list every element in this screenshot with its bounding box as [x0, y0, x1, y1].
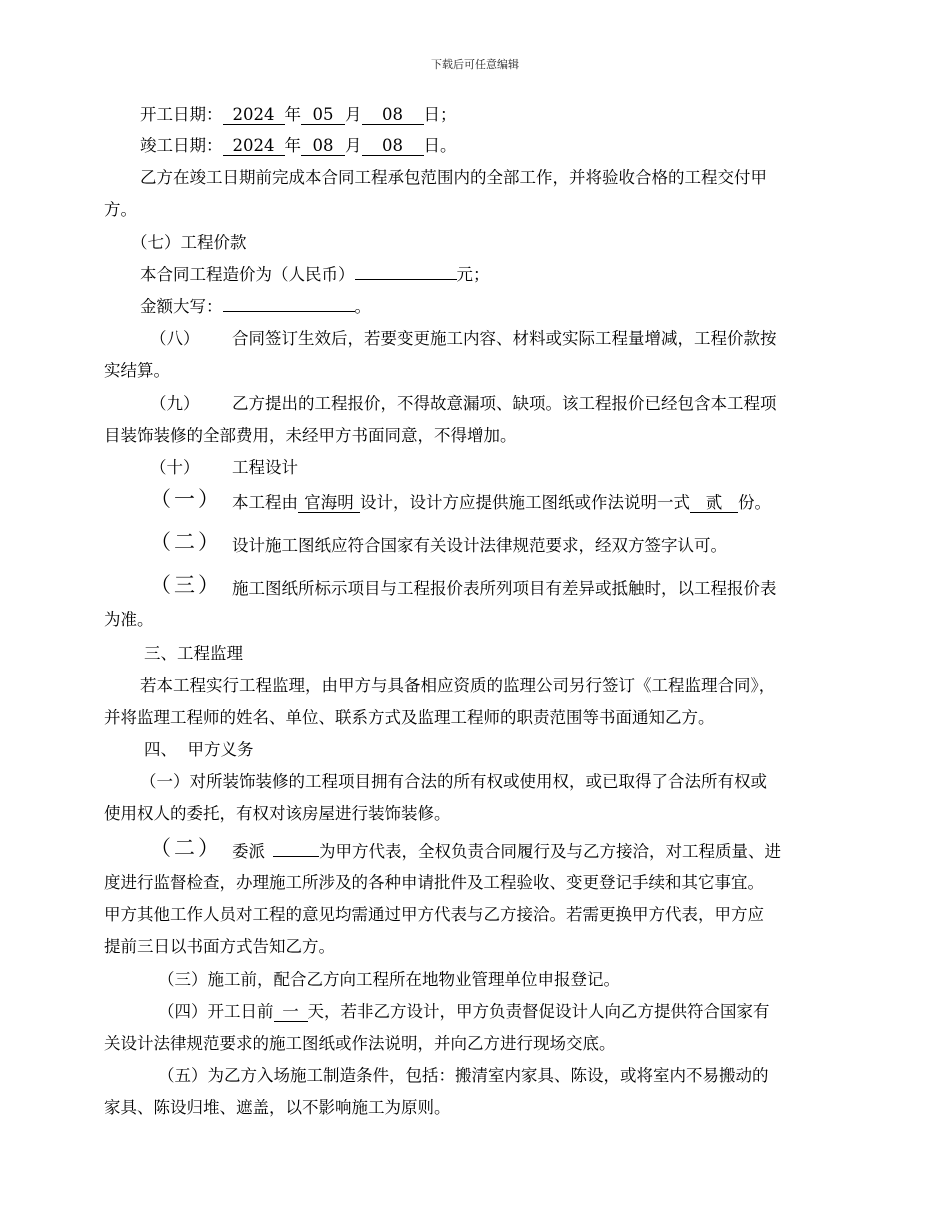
capital-label: 金额大写： — [140, 297, 223, 316]
item9-text-2: 目装饰装修的全部费用，未经甲方书面同意，不得增加。 — [104, 426, 517, 445]
price-section-title: （七）工程价款 — [131, 233, 247, 252]
design1-mid: 设计，设计方应提供施工图纸或作法说明一式 — [360, 493, 690, 512]
end-date-line — [140, 135, 457, 157]
end-date-label: 竣工日期： — [140, 136, 223, 155]
start-month: 05 — [301, 106, 345, 125]
item8-num: （八） — [150, 329, 200, 348]
supervision-title: 三、工程监理 — [144, 644, 243, 663]
duty2-text-2: 度进行监督检查，办理施工所涉及的各种申请批件及工程验收、变更登记手续和其它事宜。 — [104, 873, 764, 892]
item9-text-1: 乙方提出的工程报价，不得故意漏项、缺项。该工程报价已经包含本工程项 — [232, 394, 777, 413]
page-header: 下载后可任意编辑 — [431, 58, 519, 71]
item9-num: （九） — [150, 394, 200, 413]
design2-text: 设计施工图纸应符合国家有关设计法律规范要求，经双方签字认可。 — [232, 536, 727, 555]
duty4-pre: （四）开工日前 — [158, 1002, 274, 1021]
designer-name: 官海明 — [298, 494, 360, 513]
year-char: 年 — [284, 136, 301, 155]
design2-num: （二） — [150, 530, 222, 554]
design1-end: 份。 — [738, 493, 771, 512]
duty1-text-2: 使用权人的委托，有权对该房屋进行装饰装修。 — [104, 804, 451, 823]
duty2-line-1 — [232, 841, 781, 863]
design3-text-2: 为准。 — [104, 610, 154, 629]
cost-blank — [355, 279, 457, 280]
duty4-rest: 天，若非乙方设计，甲方负责督促设计人向乙方提供符合国家有 — [307, 1002, 770, 1021]
delivery-text-1: 乙方在竣工日期前完成本合同工程承包范围内的全部工作，并将验收合格的工程交付甲 — [140, 168, 767, 187]
design3-text-1: 施工图纸所标示项目与工程报价表所列项目有差异或抵触时，以工程报价表 — [232, 579, 777, 598]
design3-num: （三） — [150, 573, 222, 597]
duty5-text-1: （五）为乙方入场施工制造条件，包括：搬清室内家具、陈设，或将室内不易搬动的 — [158, 1066, 769, 1085]
start-date-label: 开工日期： — [140, 105, 223, 124]
capital-blank — [223, 311, 355, 312]
item8-text-2: 实结算。 — [104, 361, 170, 380]
design1-copies: 贰 — [690, 494, 738, 513]
start-day: 08 — [362, 106, 424, 125]
year-char: 年 — [284, 105, 301, 124]
cost-unit: 元； — [456, 265, 490, 284]
item10-title: 工程设计 — [232, 458, 298, 477]
capital-end: 。 — [354, 297, 371, 316]
design1-line — [232, 492, 771, 514]
month-char: 月 — [345, 136, 362, 155]
duty2-pre: 委派 — [232, 842, 265, 861]
cost-line — [140, 264, 490, 286]
item10-num: （十） — [150, 458, 200, 477]
item8-text-1: 合同签订生效后，若要变更施工内容、材料或实际工程量增减，工程价款按 — [232, 329, 777, 348]
supervision-text-1: 若本工程实行工程监理，由甲方与具备相应资质的监理公司另行签订《工程监理合同》， — [140, 676, 776, 695]
duty1-text-1: （一）对所装饰装修的工程项目拥有合法的所有权或使用权，或已取得了合法所有权或 — [140, 772, 767, 791]
duty2-first-rest: 为甲方代表，全权负责合同履行及与乙方接洽，对工程质量、进 — [319, 842, 781, 861]
duty2-num: （二） — [150, 836, 222, 860]
end-day: 08 — [362, 137, 424, 156]
design1-pre: 本工程由 — [232, 493, 298, 512]
start-year: 2024 — [223, 106, 285, 125]
delivery-text-2: 方。 — [104, 200, 137, 219]
duty4-text-2: 关设计法律规范要求的施工图纸或作法说明，并向乙方进行现场交底。 — [104, 1034, 616, 1053]
day-char: 日； — [423, 105, 457, 124]
duty3-text: （三）施工前，配合乙方向工程所在地物业管理单位申报登记。 — [158, 970, 620, 989]
duty5-text-2: 家具、陈设归堆、遮盖，以不影响施工为原则。 — [104, 1098, 451, 1117]
capital-line — [140, 296, 371, 318]
partyA-title: 四、 甲方义务 — [144, 740, 254, 759]
duty4-days: 一 — [274, 1003, 308, 1022]
duty2-text-4: 提前三日以书面方式告知乙方。 — [104, 937, 335, 956]
duty4-line-1 — [158, 1001, 770, 1023]
start-date-line — [140, 104, 457, 126]
supervision-text-2: 并将监理工程师的姓名、单位、联系方式及监理工程师的职责范围等书面通知乙方。 — [104, 708, 715, 727]
end-month: 08 — [301, 137, 345, 156]
cost-label: 本合同工程造价为（人民币） — [140, 265, 355, 284]
end-year: 2024 — [223, 137, 285, 156]
design1-num: （一） — [150, 487, 222, 511]
day-char: 日。 — [423, 136, 457, 155]
representative-blank — [273, 856, 319, 857]
duty2-text-3: 甲方其他工作人员对工程的意见均需通过甲方代表与乙方接洽。若需更换甲方代表，甲方应 — [104, 905, 764, 924]
month-char: 月 — [345, 105, 362, 124]
